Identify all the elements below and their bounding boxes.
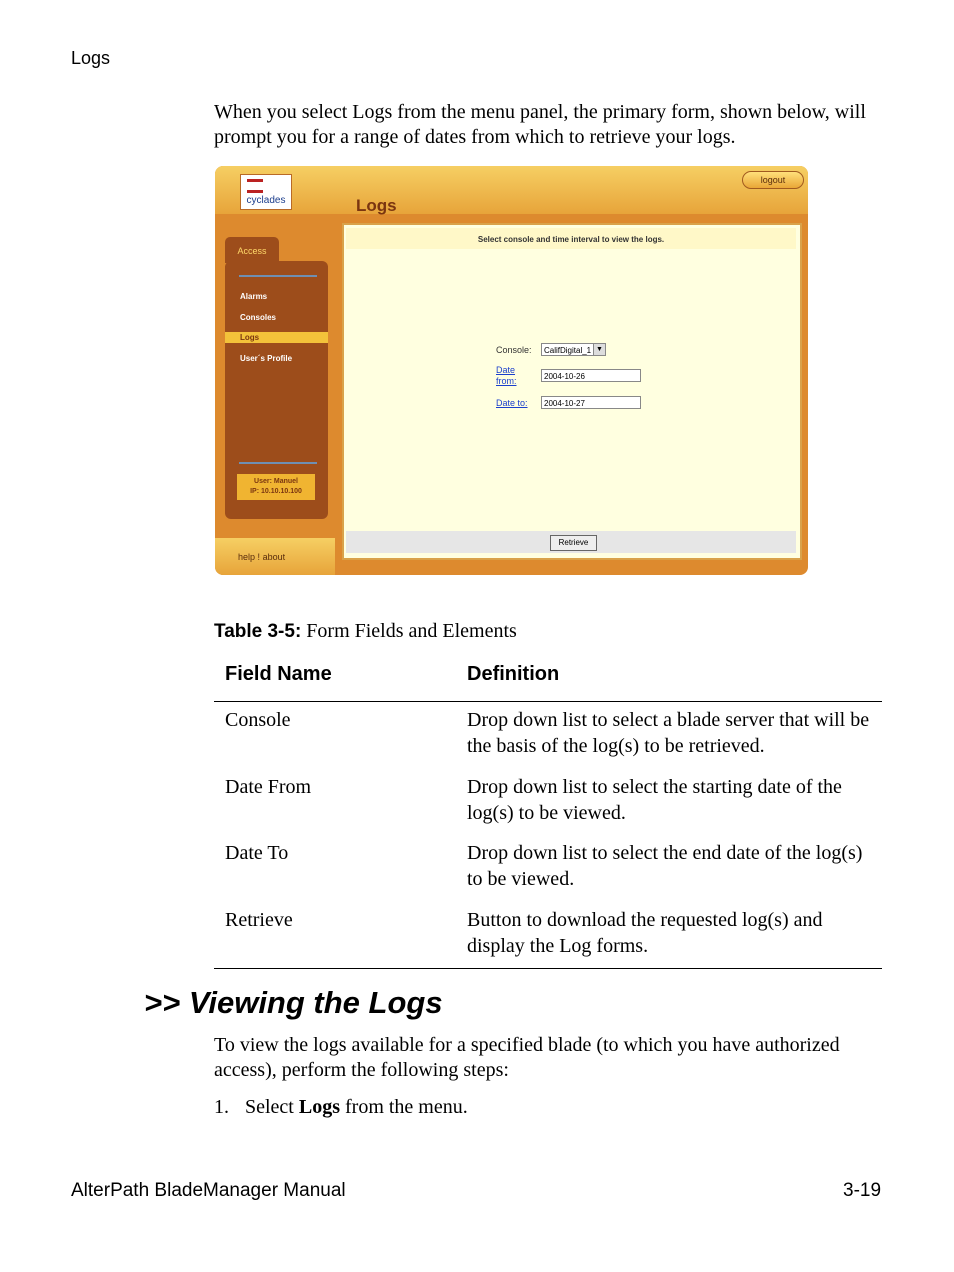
table-caption-label: Table 3-5: [214, 621, 302, 642]
table-rule [214, 968, 882, 969]
section-heading: >> Viewing the Logs [144, 985, 443, 1020]
footer-title: AlterPath BladeManager Manual [71, 1180, 346, 1201]
form-panel [342, 223, 802, 560]
definition-cell: Button to download the requested log(s) and display the Log forms. [467, 909, 823, 957]
logo-text: cyclades [246, 195, 286, 206]
console-select[interactable] [541, 343, 606, 356]
definition-cell: Drop down list to select the end date of the log(s) to be viewed. [467, 842, 863, 890]
column-header-definition: Definition [467, 663, 560, 685]
help-link[interactable]: help [238, 552, 256, 562]
definition-cell: Drop down list to select the starting date of the log(s) to be viewed. [467, 776, 842, 824]
page-title: Logs [356, 196, 397, 215]
table-caption [214, 620, 517, 643]
cyclades-logo [240, 174, 292, 210]
menu-item-alarms[interactable]: Alarms [240, 292, 268, 301]
running-header: Logs [71, 48, 111, 68]
menu-item-logs[interactable]: Logs [225, 332, 328, 343]
field-name-cell: Retrieve [225, 909, 293, 931]
table-rule [214, 701, 882, 702]
user-info-box [237, 474, 315, 500]
form-instruction: Select console and time interval to view the logs. [346, 228, 796, 249]
console-select-value: CalifDigital_1 [544, 346, 592, 355]
step-text-pre: Select [245, 1096, 299, 1118]
menu-divider [239, 462, 317, 464]
field-name-cell: Date From [225, 776, 312, 798]
step-item [214, 1096, 468, 1119]
menu-item-users-profile[interactable]: User´s Profile [240, 354, 293, 363]
column-header-field-name: Field Name [225, 663, 332, 685]
user-name: User: Manuel [254, 478, 298, 485]
section-paragraph: To view the logs available for a specified blade (to which you have authorized access), perform the following steps: [214, 1034, 840, 1081]
menu-item-consoles[interactable]: Consoles [240, 313, 277, 322]
top-banner [215, 166, 808, 214]
intro-paragraph: When you select Logs from the menu panel, the primary form, shown below, will prompt you for a range of dates from which to retrieve your logs. [214, 101, 866, 148]
button-bar [346, 531, 796, 553]
date-to-field[interactable]: 2004-10-27 [541, 396, 641, 409]
page-number: 3-19 [843, 1180, 882, 1201]
chevron-down-icon: ▼ [593, 344, 605, 355]
link-separator: ! [257, 552, 261, 562]
retrieve-button[interactable]: Retrieve [550, 535, 597, 551]
field-name-cell: Date To [225, 842, 289, 864]
date-from-link[interactable]: Date from: [496, 365, 517, 386]
step-number: 1. [214, 1096, 229, 1118]
footer-links [238, 552, 285, 562]
tab-access[interactable]: Access [225, 237, 279, 263]
about-link[interactable]: about [262, 552, 286, 562]
logo-mark-icon [247, 179, 263, 193]
definition-cell: Drop down list to select a blade server that will be the basis of the log(s) to be retrieved. [467, 709, 870, 757]
date-to-link[interactable]: Date to: [496, 398, 528, 408]
logout-button[interactable]: logout [742, 171, 804, 189]
step-text-post: from the menu. [340, 1096, 468, 1118]
table-caption-text: Form Fields and Elements [301, 620, 517, 642]
console-label: Console: [496, 345, 532, 355]
logs-screenshot [215, 166, 808, 575]
menu-divider [239, 275, 317, 277]
user-ip: IP: 10.10.10.100 [250, 488, 302, 495]
field-name-cell: Console [225, 709, 291, 731]
date-from-field[interactable]: 2004-10-26 [541, 369, 641, 382]
step-text-bold: Logs [298, 1096, 340, 1118]
